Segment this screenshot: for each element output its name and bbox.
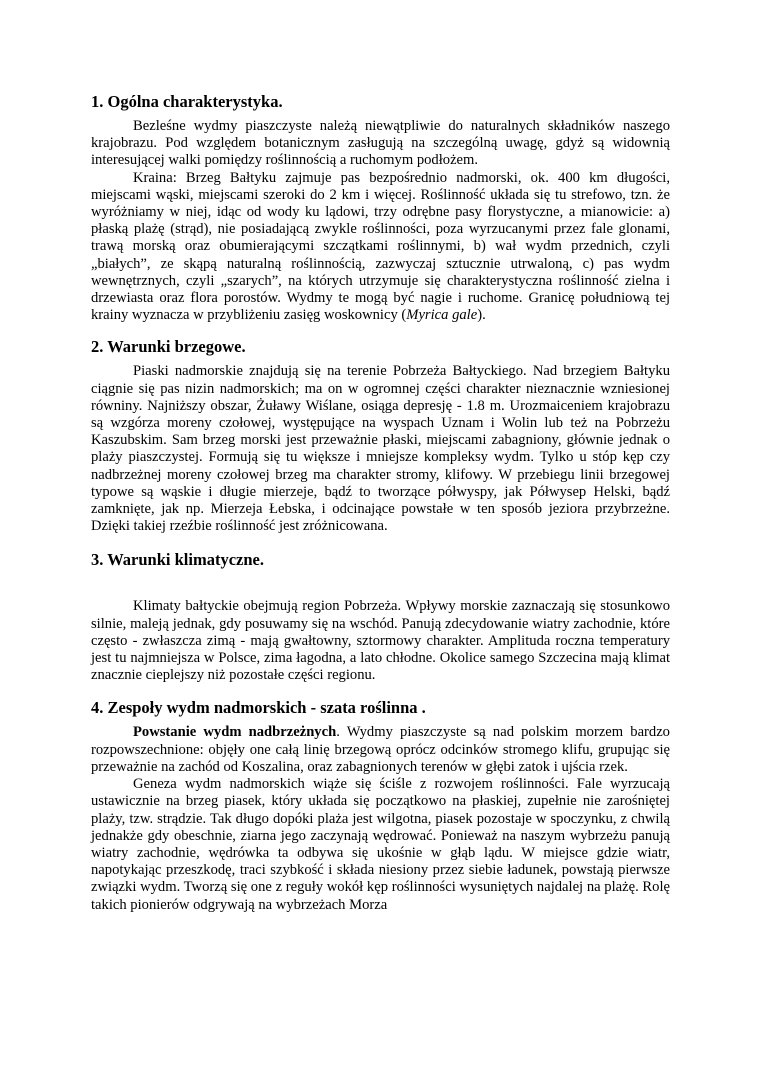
section-1-heading: 1. Ogólna charakterystyka. [91, 92, 283, 111]
section-1-paragraph-2-tail: ). [477, 307, 486, 324]
species-name: Myrica gale [406, 307, 478, 324]
section-4-paragraph-1-text: . Wydmy piaszczyste są nad polskim morzem bardzo rozpowszechnione: objęły one całą linię brzegową oprócz odcinków stromego klifu, grupując się przeważnie na zachód od Koszalina, oraz zabagnionych terenów w głębi zatok i ujścia rzek. [91, 724, 670, 775]
section-4-paragraph-1 [91, 724, 670, 776]
section-4-bold-lead: Powstanie wydm nadbrzeżnych [133, 724, 337, 741]
section-3-paragraph-1: Klimaty bałtyckie obejmują region Pobrzeża. Wpływy morskie zaznaczają się stosunkowo silnie, maleją jednak, gdy posuwamy się na wschód. Panują zdecydowanie wiatry zachodnie, które często - zwłaszcza zimą - mają gwałtowny, sztormowy charakter. Amplituda roczna temperatury jest tu najmniejsza w Polsce, zima łagodna, a lato chłodne. Okolice samego Szczecina mają klimat znacznie cieplejszy niż pozostałe części regionu. [91, 598, 670, 684]
section-2-heading: 2. Warunki brzegowe. [91, 337, 246, 357]
section-4-heading: 4. Zespoły wydm nadmorskich - szata roślinna . [91, 698, 426, 718]
section-4-paragraph-2: Geneza wydm nadmorskich wiąże się ściśle z rozwojem roślinności. Fale wyrzucają ustawicznie na brzeg piasek, który układa się początkowo na płaskiej, zupełnie nie zarośniętej plaży, tzw. strądzie. Tak długo dopóki plaża jest wilgotna, piasek pozostaje w spoczynku, z chwilą jednakże gdy obeschnie, ziarna jego zaczynają wędrować. Ponieważ na naszym wybrzeżu panują wiatry zachodnie, wędrówka ta odbywa się ukośnie w głąb lądu. W miejsce gdzie wiatr, napotykając przeszkodę, traci szybkość i składa niesiony przez siebie ładunek, powstają pierwsze związki wydm. Tworzą się one z reguły wokół kęp roślinności wysuniętych najdalej na plażę. Rolę takich pionierów odgrywają na wybrzeżach Morza [91, 776, 670, 913]
document-body [91, 91, 670, 914]
section-1-paragraph-2-text: Kraina: Brzeg Bałtyku zajmuje pas bezpośrednio nadmorski, ok. 400 km długości, miejscami wąski, miejscami szeroki do 2 km i więcej. Roślinność układa się tu strefowo, tzn. że wyróżniamy w niej, idąc od wody ku lądowi, trzy odrębne pasy florystyczne, a mianowicie: a) płaską plażę (strąd), nie posiadającą zwykle roślinności, poza wyrzucanymi przez fale glonami, trawą morską oraz obumierającymi szczątkami roślinnymi, b) wał wydm przednich, czyli „białych”, ze skąpą naturalną roślinnością, zazwyczaj sztucznie utrwaloną, c) pas wydm wewnętrznych, czyli „szarych”, na których utrzymuje się charakterystyczna roślinność zielna i drzewiasta oraz flora porostów. Wydmy te mogą być nagie i ruchome. Granicę południową tej krainy wyznacza w przybliżeniu zasięg woskownicy ( [91, 169, 670, 324]
section-1-paragraph-2 [91, 170, 670, 325]
section-3-heading: 3. Warunki klimatyczne. [91, 550, 264, 570]
section-1-paragraph-1: Bezleśne wydmy piaszczyste należą niewątpliwie do naturalnych składników naszego krajobrazu. Pod względem botanicznym zasługują na szczególną uwagę, gdyż są widownią interesującej walki pomiędzy roślinnością a ruchomym podłożem. [91, 118, 670, 169]
section-2-paragraph-1: Piaski nadmorskie znajdują się na terenie Pobrzeża Bałtyckiego. Nad brzegiem Bałtyku ciągnie się pas nizin nadmorskich; ma on w ogromnej części charakter nieznacznie wzniesionej równiny. Najniższy obszar, Żuławy Wiślane, osiąga depresję - 1.8 m. Urozmaiceniem krajobrazu są wzgórza moreny czołowej, występujące na wyspach Uznam i Wolin lub też na Pobrzeżu Kaszubskim. Sam brzeg morski jest przeważnie płaski, miejscami zabagniony, głównie jednak o plaży piaszczystej. Formują się tu większe i mniejsze kompleksy wydm. Tylko u stóp kęp czy nadbrzeżnej moreny czołowej brzeg ma charakter stromy, klifowy. W przebiegu linii brzegowej typowe są wąskie i długie mierzeje, bądź to tworzące półwyspy, jak Półwysep Helski, bądź zamknięte, jak np. Mierzeja Łebska, i odcinające powstałe w ten sposób jeziora przybrzeżne. Dzięki takiej rzeźbie roślinność jest zróżnicowana. [91, 363, 670, 535]
